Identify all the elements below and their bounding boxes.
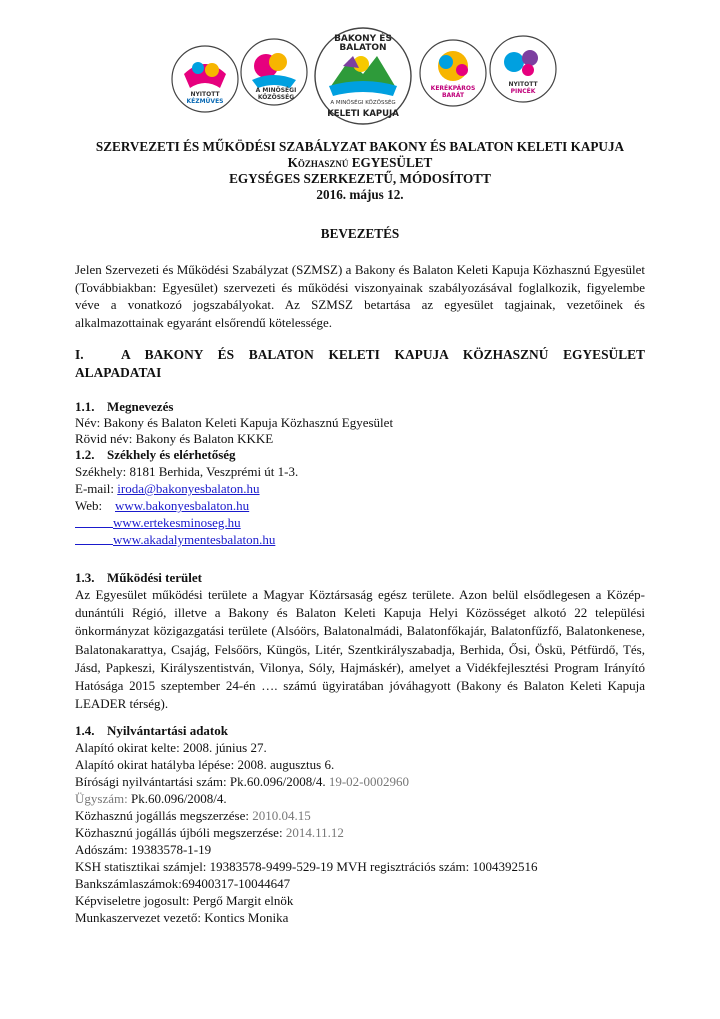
akadalymentes-balaton-logo <box>238 36 310 108</box>
bakony-balaton-keleti-kapuja-logo <box>313 26 413 126</box>
court-registration <box>75 773 409 790</box>
web-line-1 <box>75 497 249 514</box>
case-number <box>75 790 227 807</box>
document-subtitle <box>0 155 720 171</box>
section-title: A BAKONY ÉS BALATON KELETI KAPUJA KÖZHASZNÚ EGYESÜLET ALAPADATAI <box>75 347 645 380</box>
subsection-title: Székhely és elérhetőség <box>107 447 236 462</box>
svg-text:A MINŐSÉGI KÖZÖSSÉG: A MINŐSÉGI KÖZÖSSÉG <box>330 100 396 106</box>
subtitle-rest: EGYESÜLET <box>348 155 433 170</box>
statistical-number: KSH statisztikai számjel: 19383578-9499-529-19 MVH regisztrációs szám: 1004392516 <box>75 859 538 874</box>
subsection-number: 1.1. <box>75 399 95 414</box>
link-underline-lead <box>75 515 113 528</box>
subsection-number: 1.4. <box>75 723 95 738</box>
subsection-1-1-heading <box>75 398 173 415</box>
svg-text:BAKONY ÉS: BAKONY ÉS <box>334 34 392 44</box>
public-benefit-renewal-label: Közhasznú jogállás újbóli megszerzése: <box>75 825 286 840</box>
link-underline-lead <box>75 532 113 545</box>
org-name: Név: Bakony és Balaton Keleti Kapuja Közhasznú Egyesület <box>75 415 394 430</box>
email-label: E-mail: <box>75 481 118 496</box>
bank-account: Bankszámlaszámok:69400317-10044647 <box>75 876 291 891</box>
svg-text:A MINŐSÉGI: A MINŐSÉGI <box>255 87 297 94</box>
logo-strip <box>140 26 580 126</box>
subsection-number: 1.2. <box>75 447 95 462</box>
section-number: I. <box>75 347 84 362</box>
subsection-title: Megnevezés <box>107 399 174 414</box>
web-label: Web: <box>75 498 103 513</box>
work-org-leader: Munkaszervezet vezető: Kontics Monika <box>75 910 289 925</box>
subsection-number: 1.3. <box>75 570 95 585</box>
svg-text:KÖZÖSSÉG: KÖZÖSSÉG <box>257 94 295 101</box>
intro-paragraph: Jelen Szervezeti és Működési Szabályzat (SZMSZ) a Bakony és Balaton Keleti Kapuja Közhasznú Egyesület (Továbbiakban: Egyesület) szervezeti és működési viszonyainak szabályozásával foglalkozik, figyelembe véve a vonatkozó jogszabályokat. Az SZMSZ betartása az egyesület tagjainak, vezetőinek és alkalmazottainak egyaránt elsőrendű kötelessége. <box>75 262 645 330</box>
operating-area-paragraph: Az Egyesület működési területe a Magyar Köztársaság egész területe. Azon belül elsődlegesen a Közép-dunántúli Régió, illetve a Bakony és Balaton Keleti Kapuja Helyi Közösséget alkotó 22 települési önkormányzat közigazgatási területe (Alsóörs, Balatonalmádi, Balatonfőkajár, Balatonfűzfő, Balatonkenese, Balatonakarattya, Csajág, Felsőörs, Küngös, Litér, Szentkirályszabadja, Berhida, Ősi, Öskü, Pétfürdő, Tés, Jásd, Papkeszi, Királyszentistván, Vilonya, Sóly, Hajmáskér), amelyet a Vidékfejlesztési Program Irányító Hatósága 2015 szeptember 24-én …. számú ügyiratában jóváhagyott (Bakony és Balaton Keleti Kapuja LEADER térség). <box>75 587 645 712</box>
web-link-ertekesminoseg[interactable]: www.ertekesminoseg.hu <box>113 515 241 530</box>
email-line <box>75 480 260 497</box>
svg-text:NYITOTT: NYITOTT <box>190 91 220 98</box>
section-heading <box>75 346 645 382</box>
tax-number: Adószám: 19383578-1-19 <box>75 842 212 857</box>
subsection-1-3-heading <box>75 569 202 586</box>
svg-text:KELETI KAPUJA: KELETI KAPUJA <box>327 109 399 119</box>
founding-date: Alapító okirat kelte: 2008. június 27. <box>75 740 267 755</box>
document-type: EGYSÉGES SZERKEZETŰ, MÓDOSÍTOTT <box>229 171 491 186</box>
representative: Képviseletre jogosult: Pergő Margit elnök <box>75 893 294 908</box>
subsection-title: Nyilvántartási adatok <box>107 723 228 738</box>
subsection-1-2-heading <box>75 446 236 463</box>
nyitott-pincek-logo <box>488 34 558 104</box>
svg-text:NYITOTT: NYITOTT <box>508 81 538 88</box>
web-line-3 <box>75 531 275 548</box>
public-benefit-date: 2010.04.15 <box>252 808 311 823</box>
public-benefit-status <box>75 807 311 824</box>
founding-effective: Alapító okirat hatályba lépése: 2008. augusztus 6. <box>75 757 335 772</box>
public-benefit-renewal-date: 2014.11.12 <box>285 825 344 840</box>
document-title: SZERVEZETI ÉS MŰKÖDÉSI SZABÁLYZAT BAKONY ÉS BALATON KELETI KAPUJA <box>95 139 625 154</box>
kerekparos-barat-logo <box>418 38 488 108</box>
web-link-akadalymentesbalaton[interactable]: www.akadalymentesbalaton.hu <box>113 532 276 547</box>
court-registration-number: 19-02-0002960 <box>328 774 410 789</box>
subtitle-small-caps: Közhasznú <box>287 155 349 170</box>
case-number-value: Pk.60.096/2008/4. <box>130 791 227 806</box>
subsection-1-4-heading <box>75 722 228 739</box>
web-line-2 <box>75 514 241 531</box>
seat-address: Székhely: 8181 Berhida, Veszprémi út 1-3. <box>75 464 299 479</box>
web-link-bakonyesbalaton[interactable]: www.bakonyesbalaton.hu <box>115 498 250 513</box>
case-number-label: Ügyszám: <box>75 791 131 806</box>
svg-text:BALATON: BALATON <box>339 43 387 53</box>
public-benefit-renewal <box>75 824 344 841</box>
public-benefit-label: Közhasznú jogállás megszerzése: <box>75 808 253 823</box>
svg-text:KERÉKPÁROS: KERÉKPÁROS <box>430 85 476 92</box>
org-short-name: Rövid név: Bakony és Balaton KKKE <box>75 431 274 446</box>
kezmuves-muhely-logo <box>170 44 240 114</box>
email-link[interactable]: iroda@bakonyesbalaton.hu <box>117 481 260 496</box>
svg-text:BARÁT: BARÁT <box>441 92 465 99</box>
intro-heading: BEVEZETÉS <box>320 226 400 241</box>
subsection-title: Működési terület <box>107 570 202 585</box>
court-registration-label: Bírósági nyilvántartási szám: Pk.60.096/2008/4. <box>75 774 329 789</box>
svg-text:PINCÉK: PINCÉK <box>510 88 536 95</box>
svg-text:KÉZMŰVES: KÉZMŰVES <box>186 98 224 105</box>
document-date: 2016. május 12. <box>316 187 404 202</box>
